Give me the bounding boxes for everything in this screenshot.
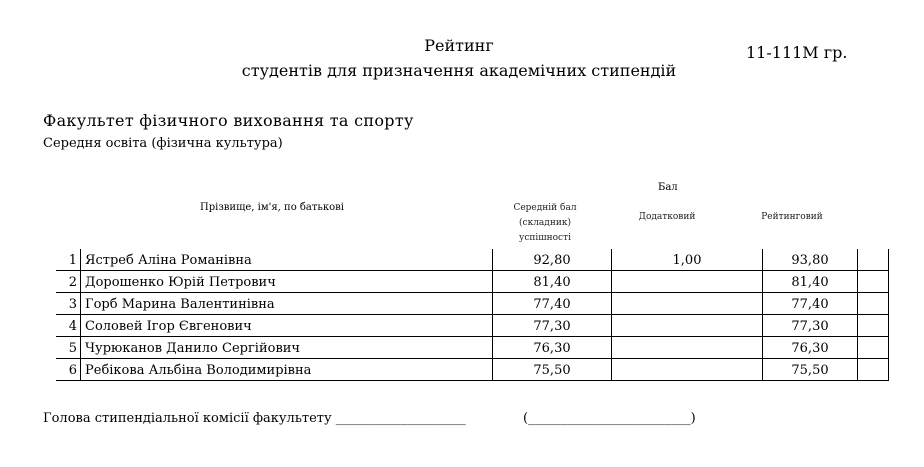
table-row	[56, 359, 889, 381]
table-row	[56, 271, 889, 293]
row-number: 1	[56, 249, 81, 271]
row-number: 5	[56, 337, 81, 359]
student-name: Ястреб Аліна Романівна	[81, 249, 493, 271]
rating-score: 76,30	[763, 337, 858, 359]
row-number: 2	[56, 271, 81, 293]
rating-score: 75,50	[763, 359, 858, 381]
empty-cell	[858, 359, 889, 381]
table-row	[56, 293, 889, 315]
additional-score	[612, 271, 763, 293]
student-name: Дорошенко Юрій Петрович	[81, 271, 493, 293]
header-bal: Бал	[658, 182, 678, 193]
table-row	[56, 315, 889, 337]
additional-score	[612, 315, 763, 337]
header-additional: Додатковий	[638, 212, 696, 222]
rating-score: 77,40	[763, 293, 858, 315]
header-average-line2: (складник)	[519, 218, 571, 228]
additional-score	[612, 337, 763, 359]
additional-score	[612, 293, 763, 315]
empty-cell	[858, 337, 889, 359]
empty-cell	[858, 271, 889, 293]
rating-score: 77,30	[763, 315, 858, 337]
average-score: 92,80	[493, 249, 612, 271]
additional-score: 1,00	[612, 249, 763, 271]
faculty-name: Факультет фізичного виховання та спорту	[43, 111, 414, 130]
rating-table	[56, 249, 889, 381]
document-title: Рейтинг	[424, 36, 494, 55]
average-score: 81,40	[493, 271, 612, 293]
row-number: 6	[56, 359, 81, 381]
row-number: 4	[56, 315, 81, 337]
rating-score: 93,80	[763, 249, 858, 271]
header-rating: Рейтинговий	[761, 212, 823, 222]
average-score: 77,40	[493, 293, 612, 315]
header-average-line3: успішності	[519, 233, 571, 243]
student-name: Горб Марина Валентинівна	[81, 293, 493, 315]
group-code: 11-111М гр.	[746, 43, 848, 62]
student-name: Чурюканов Данило Сергійович	[81, 337, 493, 359]
commission-head-signature-line: Голова стипендіальної комісії факультету ____________________	[43, 411, 466, 426]
header-name: Прізвище, ім'я, по батькові	[200, 202, 344, 213]
header-average-line1: Середній бал	[513, 203, 577, 213]
table-row	[56, 249, 889, 271]
specialty-name: Середня освіта (фізична культура)	[43, 136, 283, 151]
document-subtitle: студентів для призначення академічних стипендій	[241, 61, 677, 80]
average-score: 76,30	[493, 337, 612, 359]
student-name: Соловей Ігор Євгенович	[81, 315, 493, 337]
header-average	[500, 201, 590, 246]
table-row	[56, 337, 889, 359]
empty-cell	[858, 315, 889, 337]
row-number: 3	[56, 293, 81, 315]
commission-head-name-blank: (_________________________)	[523, 411, 696, 426]
empty-cell	[858, 293, 889, 315]
additional-score	[612, 359, 763, 381]
average-score: 75,50	[493, 359, 612, 381]
student-name: Ребікова Альбіна Володимирівна	[81, 359, 493, 381]
average-score: 77,30	[493, 315, 612, 337]
empty-cell	[858, 249, 889, 271]
rating-score: 81,40	[763, 271, 858, 293]
